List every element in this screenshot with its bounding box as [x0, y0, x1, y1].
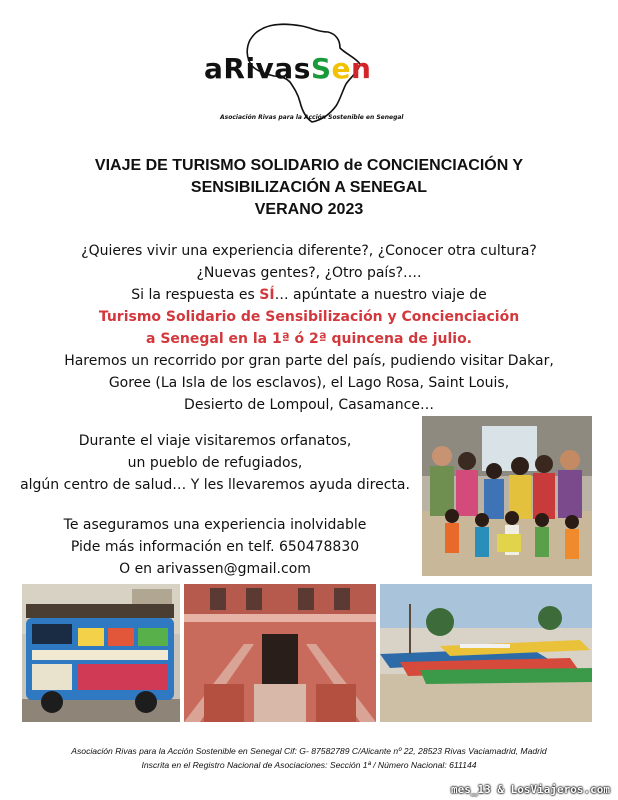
contact-line-1: Te aseguramos una experiencia inolvidable: [63, 517, 367, 533]
watermark: mes_13 & LosViajeros.com: [451, 783, 610, 796]
intro-line-1: ¿Quieres vivir una experiencia diferente?, ¿Conocer otra cultura?: [81, 243, 537, 259]
contact-block: [10, 514, 420, 580]
title-line-2: SENSIBILIZACIÓN A SENEGAL: [190, 179, 428, 196]
slave-house-goree-photo: [184, 584, 376, 722]
si-highlight: SÍ: [259, 287, 275, 303]
highlight-line-2: a Senegal en la 1ª ó 2ª quincena de julio.: [146, 331, 472, 347]
intro-line-6: Haremos un recorrido por gran parte del país, pudiendo visitar Dakar,: [64, 353, 554, 369]
intro-line-3: Si la respuesta es SÍ… apúntate a nuestro viaje de: [131, 287, 487, 303]
children-group-photo: [422, 416, 592, 576]
car-rapide-bus-photo: [22, 584, 180, 722]
footer-line-2: Inscrita en el Registro Nacional de Asociaciones: Sección 1ª / Número Nacional: 611144: [141, 760, 477, 770]
highlight-line-1: Turismo Solidario de Sensibilización y Concienciación: [98, 309, 520, 325]
logo-wordmark: aRivasSen: [204, 52, 372, 85]
visits-line-1: Durante el viaje visitaremos orfanatos,: [78, 433, 352, 449]
intro-line-2: ¿Nuevas gentes?, ¿Otro país?….: [196, 265, 422, 281]
logo-tagline: Asociación Rivas para la Acción Sostenible en Senegal: [220, 114, 404, 121]
intro-line-8: Desierto de Lompoul, Casamance…: [184, 397, 434, 413]
contact-email: O en arivassen@gmail.com: [119, 561, 311, 577]
intro-line-7: Goree (La Isla de los esclavos), el Lago Rosa, Saint Louis,: [108, 375, 510, 391]
fishing-pirogues-photo: [380, 584, 592, 722]
visits-block: [10, 430, 420, 496]
title-line-3: VERANO 2023: [254, 201, 364, 218]
title-line-1: VIAJE DE TURISMO SOLIDARIO de CONCIENCIACIÓN Y: [94, 157, 524, 174]
visits-line-3: algún centro de salud… Y les llevaremos ayuda directa.: [20, 477, 410, 493]
logo: [190, 18, 404, 130]
footer-line-1: Asociación Rivas para la Acción Sostenible en Senegal Cif: G- 87582789 C/Alicante nº 22, 28523 Rivas Vaciamadrid, Madrid: [71, 746, 547, 756]
visits-line-2: un pueblo de refugiados,: [127, 455, 303, 471]
contact-phone: Pide más información en telf. 650478830: [70, 539, 360, 555]
